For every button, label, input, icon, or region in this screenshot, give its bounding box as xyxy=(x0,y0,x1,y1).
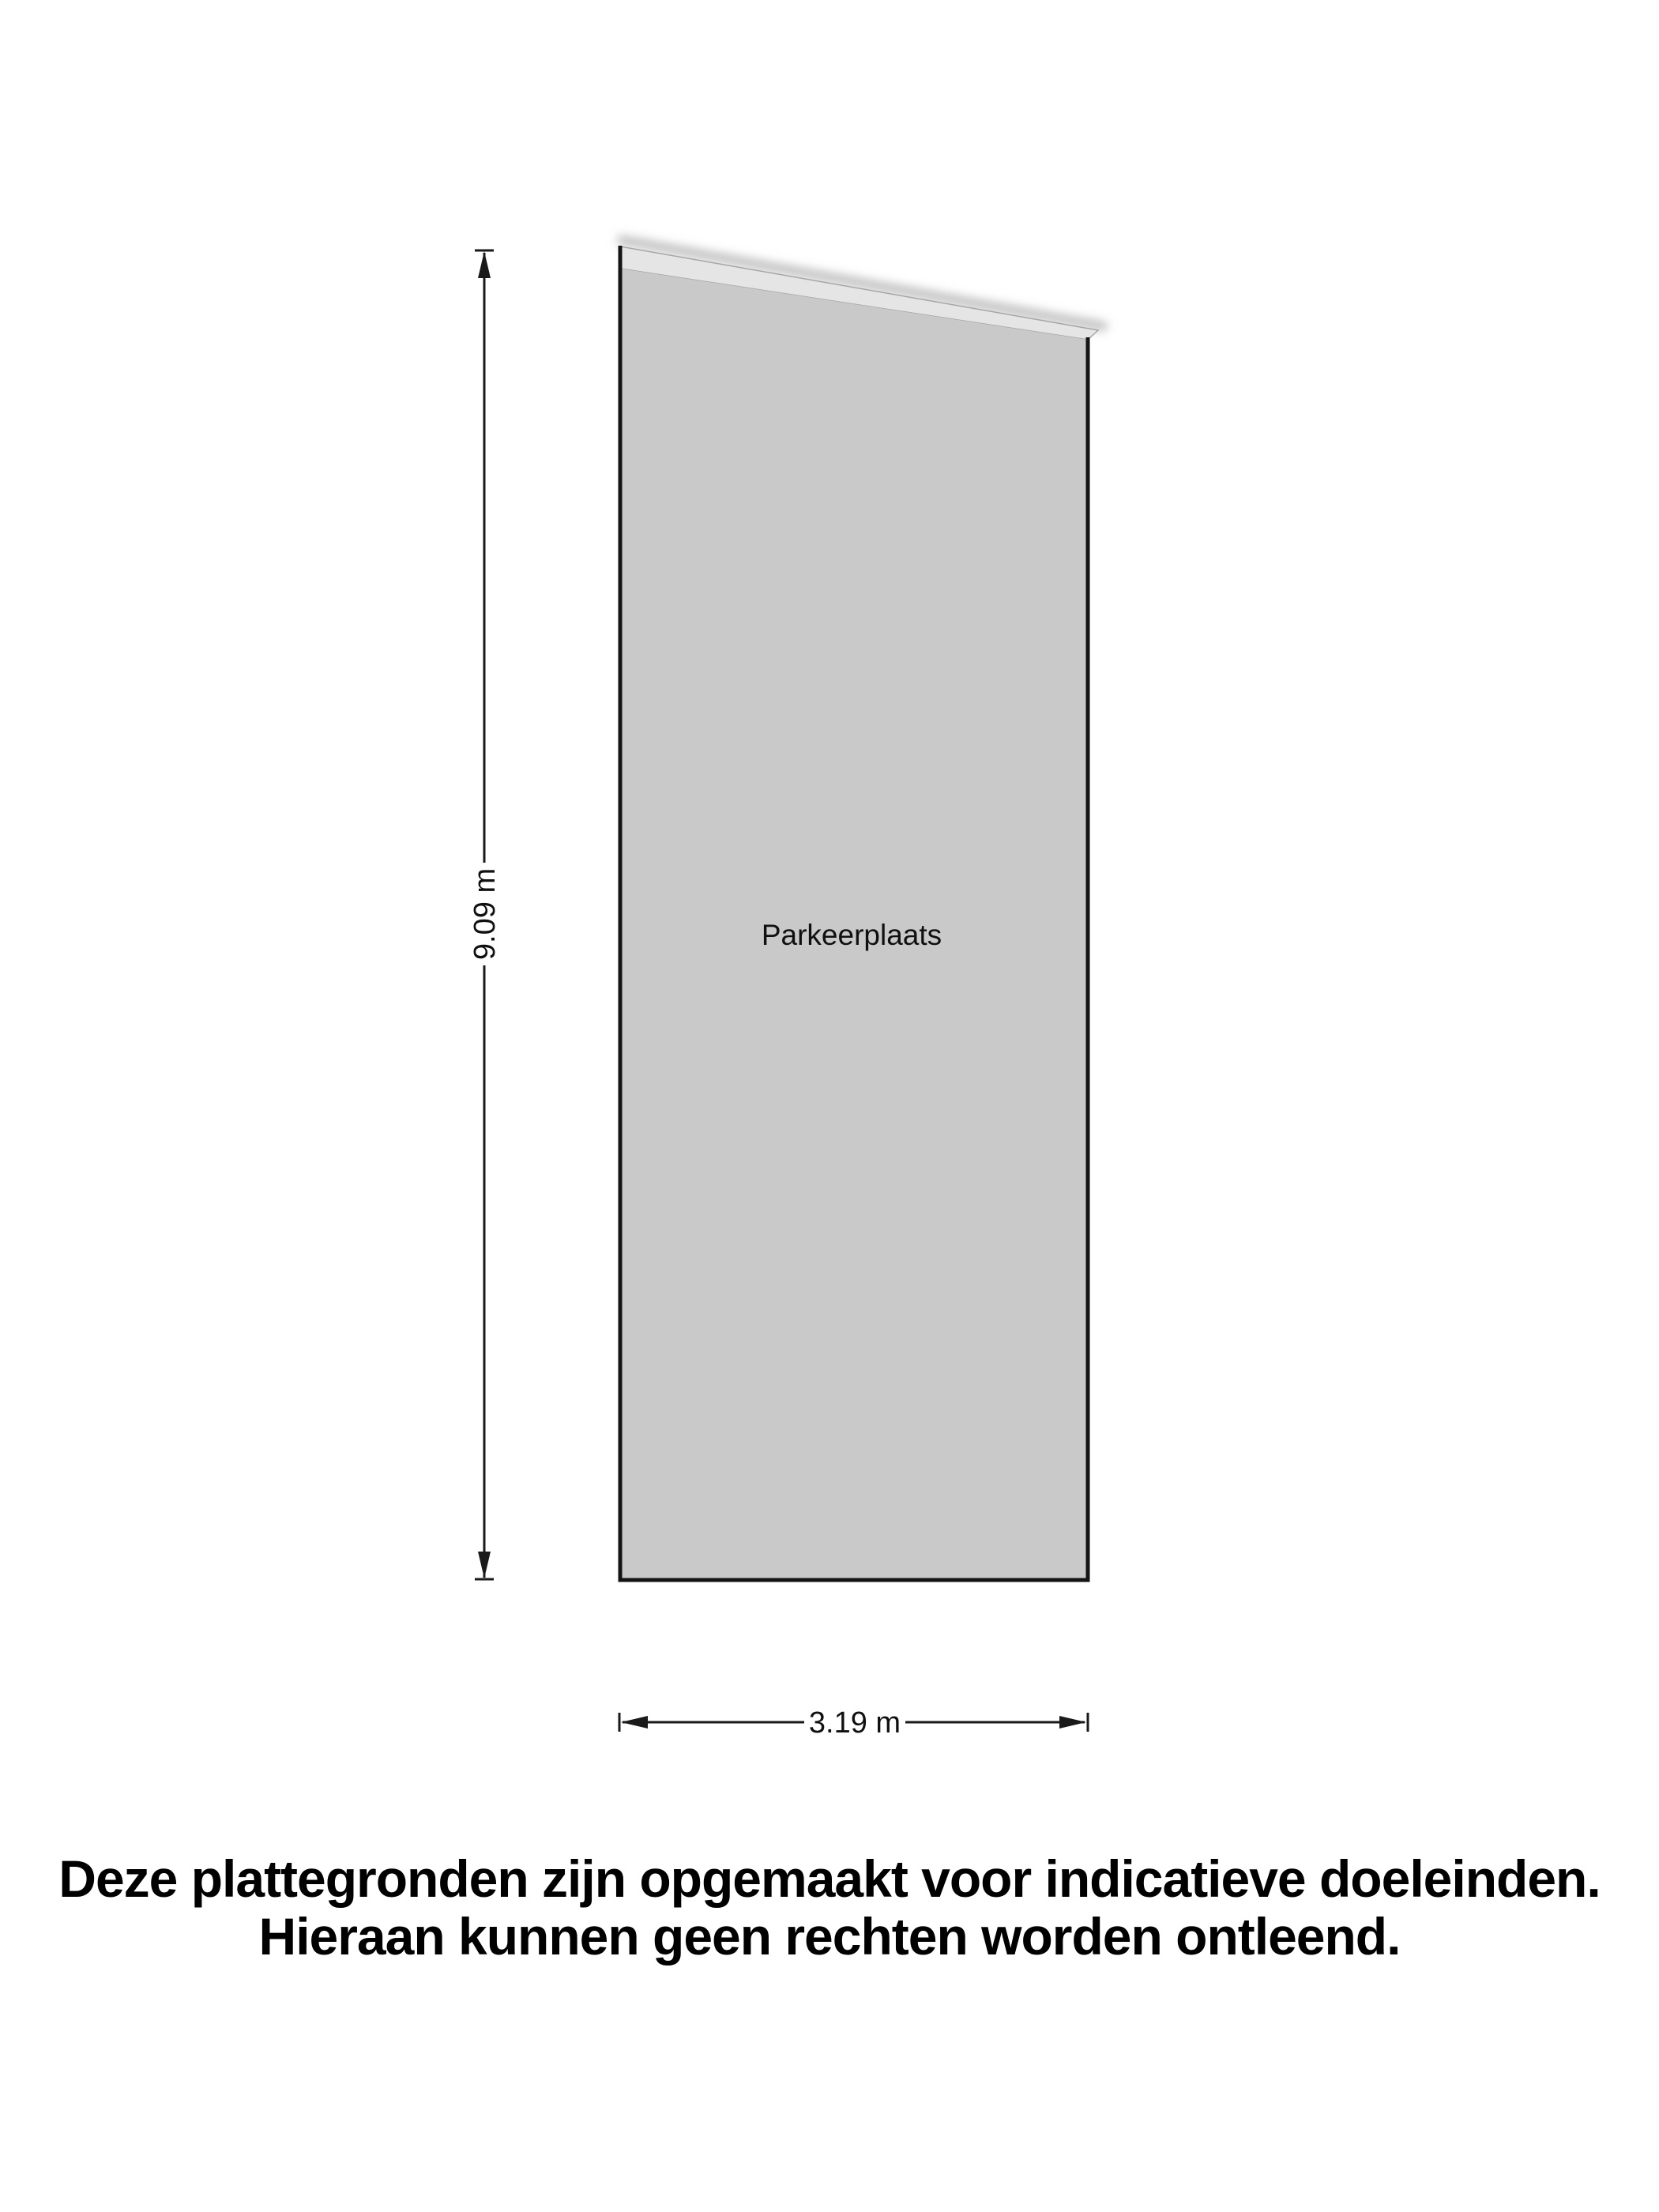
disclaimer-line-1: Deze plattegronden zijn opgemaakt voor indicatieve doeleinden. xyxy=(58,1849,1601,1908)
vertical-dimension-bottom-arrow xyxy=(478,1552,491,1578)
disclaimer-line-2: Hieraan kunnen geen rechten worden ontleend. xyxy=(258,1907,1401,1966)
horizontal-dimension xyxy=(619,1706,1088,1740)
horizontal-dimension-label: 3.19 m xyxy=(808,1706,901,1740)
disclaimer xyxy=(0,1850,1659,1966)
room-label: Parkeerplaats xyxy=(761,919,942,951)
vertical-dimension-label: 9.09 m xyxy=(468,867,502,961)
horizontal-dimension-right-arrow xyxy=(1059,1716,1086,1729)
vertical-dimension xyxy=(468,250,502,1579)
